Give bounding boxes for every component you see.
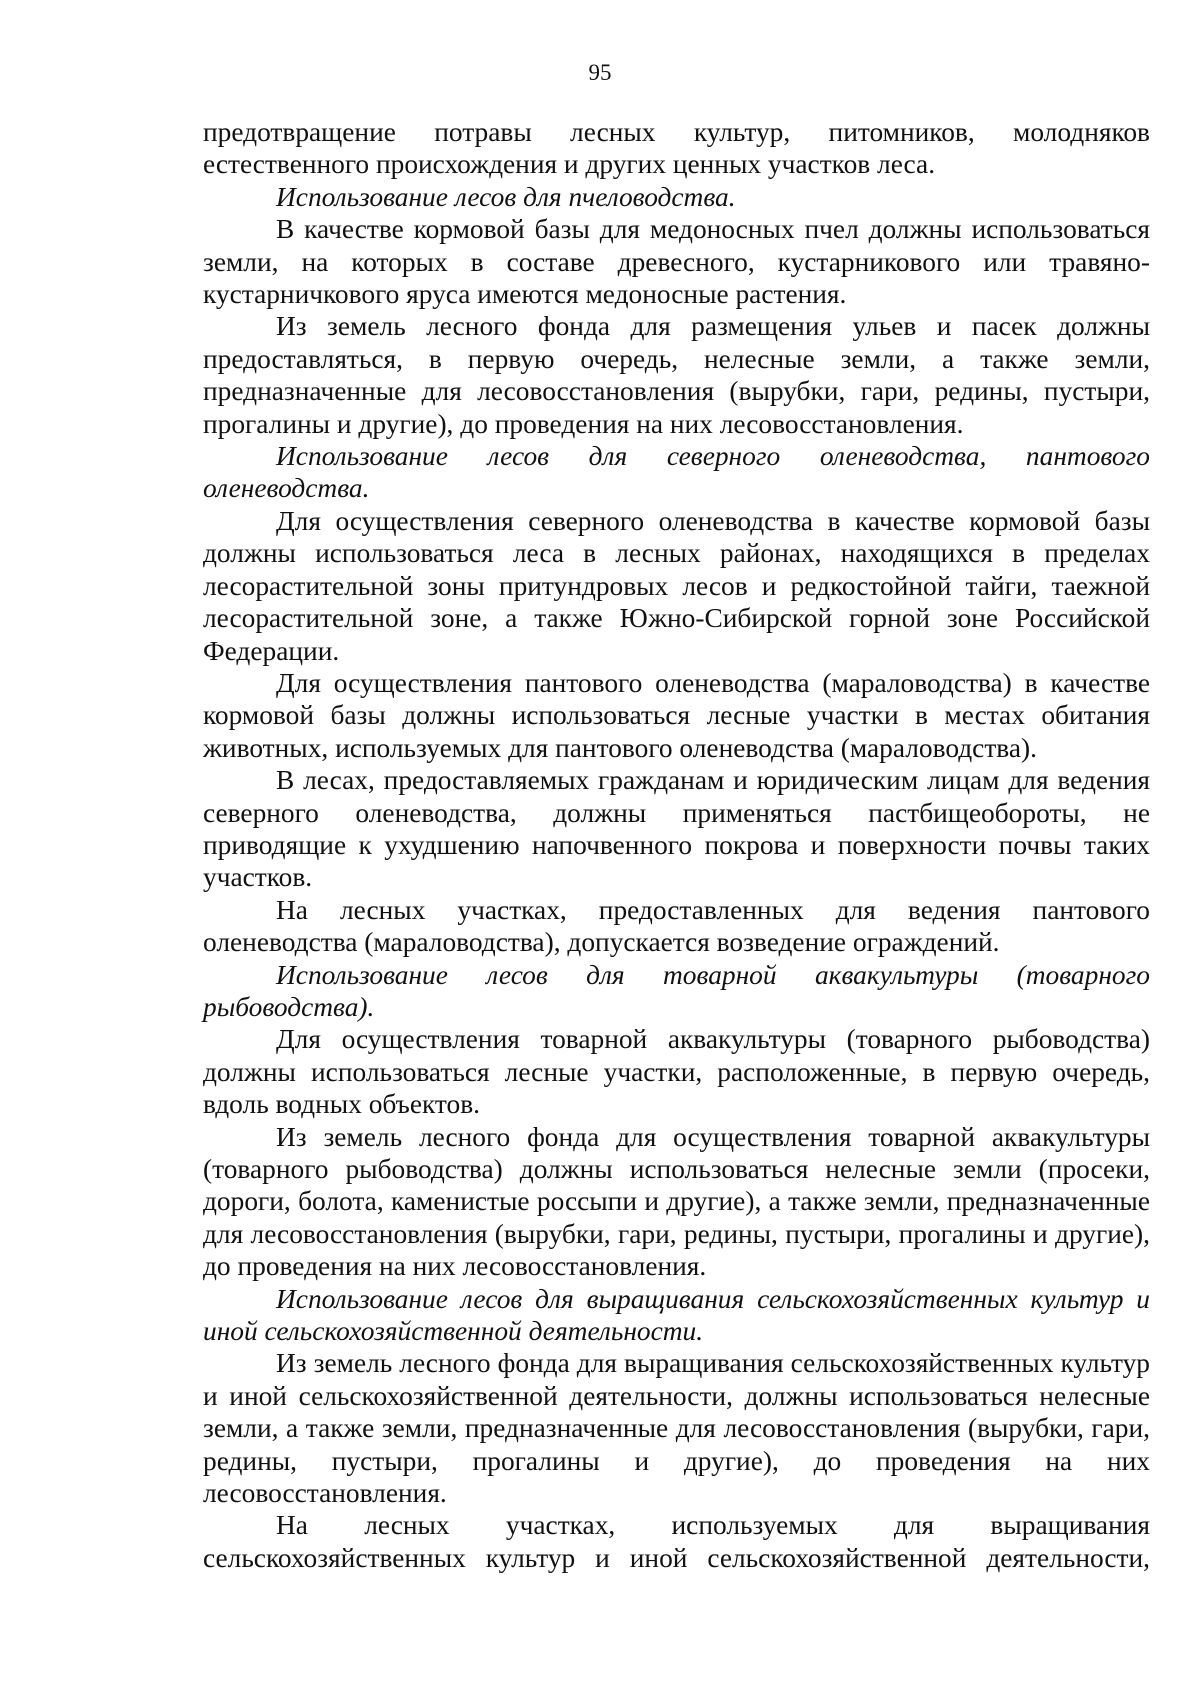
paragraph-continues-next-page: На лесных участках, используемых для выращивания сельскохозяйственных культур и иной сельскохозяйственной деятельности, — [203, 1510, 1150, 1573]
section-heading-aquaculture: Использование лесов для товарной аквакультуры (товарного рыбоводства). — [203, 959, 1150, 1022]
paragraph: Для осуществления товарной аквакультуры (товарного рыбоводства) должны использоваться лесные участки, расположенные, в первую очередь, вдоль водных объектов. — [203, 1024, 1150, 1120]
paragraph-continued: предотвращение потравы лесных культур, питомников, молодняков естественного происхождения и других ценных участков леса. — [203, 117, 1150, 180]
section-heading-beekeeping: Использование лесов для пчеловодства. — [276, 181, 736, 212]
page-number: 95 — [588, 60, 612, 85]
paragraph: Для осуществления северного оленеводства в качестве кормовой базы должны использоваться леса в лесных районах, находящихся в пределах лесорастительной зоны притундровых лесов и редкостойной тайги, таежной лесорастительной зоне, а также Южно-Сибирской горной зоне Российской Федерации. — [203, 505, 1150, 666]
paragraph: Для осуществления пантового оленеводства (мараловодства) в качестве кормовой базы должны использоваться лесные участки в местах обитания животных, используемых для пантового оленеводства (мараловодства). — [203, 667, 1150, 763]
paragraph: В качестве кормовой базы для медоносных пчел должны использоваться земли, на которых в составе древесного, кустарникового или травяно-кустарничкового яруса имеются медоносные растения. — [203, 214, 1150, 310]
document-body — [203, 116, 1150, 1574]
paragraph: Из земель лесного фонда для размещения ульев и пасек должны предоставляться, в первую очередь, нелесные земли, а также земли, предназначенные для лесовосстановления (вырубки, гари, редины, пустыри, прогалины и другие), до проведения на них лесовосстановления. — [203, 311, 1150, 439]
section-heading-agriculture: Использование лесов для выращивания сельскохозяйственных культур и иной сельскохозяйственной деятельности. — [203, 1283, 1150, 1347]
section-heading-reindeer-herding: Использование лесов для северного оленеводства, пантового оленеводства. — [203, 441, 1150, 504]
paragraph: На лесных участках, предоставленных для ведения пантового оленеводства (мараловодства), допускается возведение ограждений. — [203, 894, 1150, 958]
paragraph: В лесах, предоставляемых гражданам и юридическим лицам для ведения северного оленеводства, должны применяться пастбищеобороты, не приводящие к ухудшению напочвенного покрова и поверхности почвы таких участков. — [203, 765, 1150, 893]
paragraph: Из земель лесного фонда для выращивания сельскохозяйственных культур и иной сельскохозяйственной деятельности, должны использоваться нелесные земли, а также земли, предназначенные для лесовосстановления (вырубки, гари, редины, пустыри, прогалины и другие), до проведения на них лесовосстановления. — [203, 1348, 1150, 1509]
paragraph: Из земель лесного фонда для осуществления товарной аквакультуры (товарного рыбоводства) должны использоваться нелесные земли (просеки, дороги, болота, каменистые россыпи и другие), а также земли, предназначенные для лесовосстановления (вырубки, гари, редины, пустыри, прогалины и другие), до проведения на них лесовосстановления. — [203, 1121, 1150, 1282]
